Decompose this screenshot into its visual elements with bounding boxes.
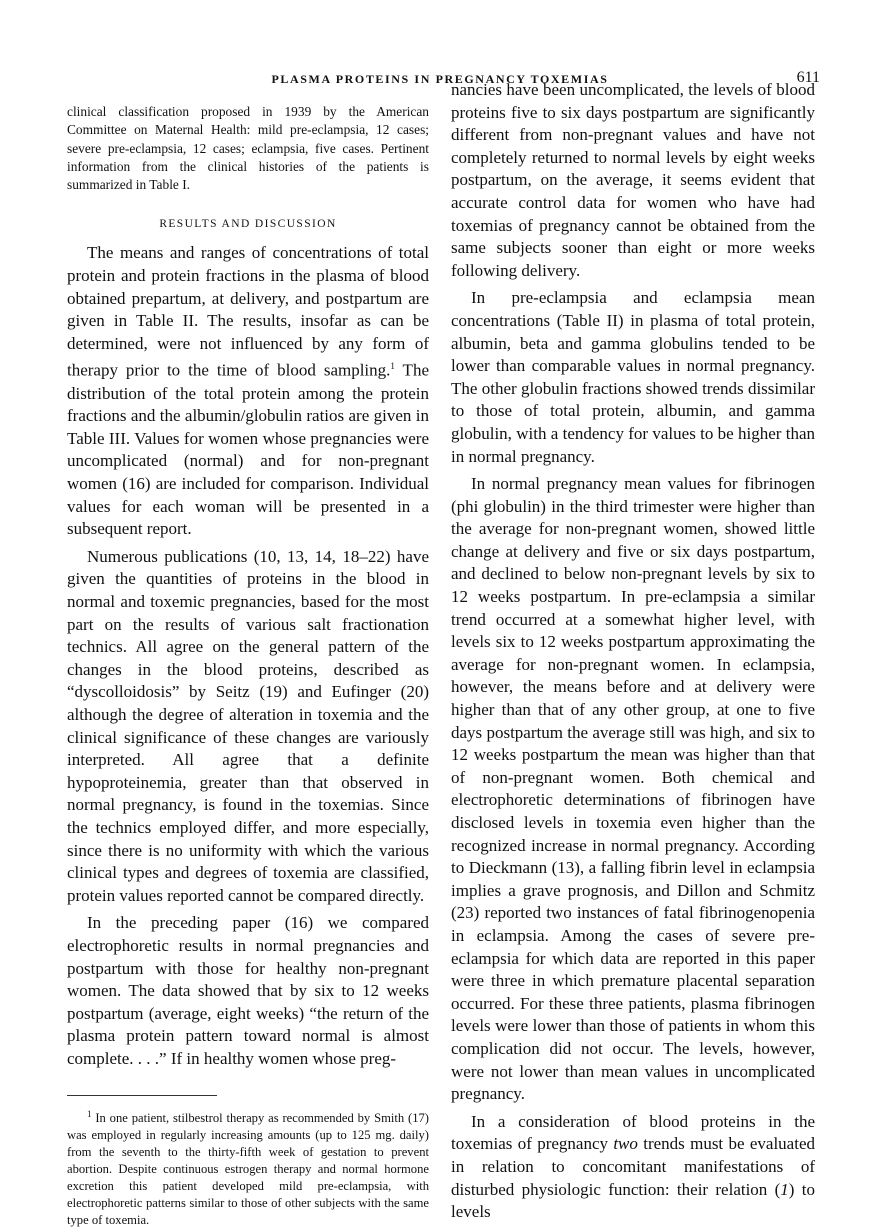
left-column <box>67 103 429 1229</box>
footnote-divider <box>67 1095 217 1096</box>
text-run: The distribution of the total protein among the protein fractions and the albumin/globulin ratios are given in Table III. Values for women whose pregnancies were uncomplicated (normal) and for non-pregnant women (16) are included for comparison. Individual values for each woman will be presented in a subsequent report. <box>67 361 429 539</box>
body-paragraph: In normal pregnancy mean values for fibrinogen (phi globulin) in the third trimester were higher than the average for non-pregnant women, showed little change at delivery and five or six days postpartum, and declined to below non-pregnant levels by six to 12 weeks postpartum. In pre-eclampsia a similar trend occurred at a somewhat higher level, with levels six to 12 weeks postpartum approximating the average for non-pregnant women. In eclampsia, however, the means before and at delivery were higher than that of any other group, at one to five days postpartum the average still was high, and six to 12 weeks postpartum the mean was higher than that of non-pregnant women. Both chemical and electrophoretic determinations of fibrinogen have disclosed levels in toxemia even higher than the recognized increase in normal pregnancy. According to Dieckmann (13), a falling fibrin level in eclampsia implies a grave prognosis, and Dillon and Schmitz (23) reported two instances of fatal fibrinogenopenia in eclampsia. Among the cases of severe pre-eclampsia for which data are reported in this paper were three in which premature placental separation occurred. For these three patients, plasma fibrinogen levels were lower than those of patients in whom this complication did not occur. The levels, however, were not lower than mean values in uncomplicated pregnancy. <box>451 474 815 1104</box>
emphasis: two <box>613 1134 638 1154</box>
emphasis: 1 <box>780 1179 789 1199</box>
page-number: 611 <box>796 69 820 86</box>
body-paragraph <box>67 242 429 540</box>
text-run: trends must be evaluated in relation to concomitant manifestations of disturbed physiologic function: their relation ( <box>451 1134 815 1199</box>
intro-paragraph: clinical classification proposed in 1939 by the American Committee on Maternal Health: mild pre-eclampsia, 12 cases; severe pre-eclampsia, 12 cases; eclampsia, five cases. Pertinent information from the clinical histories of the patients is summarized in Table I. <box>67 104 429 193</box>
body-paragraph: In pre-eclampsia and eclampsia mean concentrations (Table II) in plasma of total protein, albumin, beta and gamma globulins tended to be lower than comparable values in normal pregnancy. The other globulin fractions showed trends dissimilar to those of total protein, albumin, and gamma globulin, with a tendency for values to be higher than in normal pregnancy. <box>451 288 815 466</box>
body-paragraph: nancies have been uncomplicated, the levels of blood proteins five to six days postpartum are significantly different from non-pregnant values and have not completely returned to normal levels by eight weeks postpartum, on the average, it seems evident that accurate control data for women who have had toxemias of pregnancy cannot be obtained from the same subjects sooner than eight or more weeks following delivery. <box>451 80 815 280</box>
body-paragraph: Numerous publications (10, 13, 14, 18–22) have given the quantities of proteins in the blood in normal and toxemic pregnancies, based for the most part on the results of various salt fractionation technics. All agree on the general pattern of the changes in the blood proteins, described as “dyscolloidosis” by Seitz (19) and Eufinger (20) although the degree of alteration in toxemia and the clinical significance of these changes are variously interpreted. All agree that a definite hypoproteinemia, greater than that observed in normal pregnancy, is found in the toxemias. Since the technics employed differ, and more especially, since there is no uniformity with which the various clinical types and degrees of toxemia are classified, protein values reported cannot be compared directly. <box>67 546 429 905</box>
body-paragraph <box>451 1111 815 1224</box>
footnote <box>67 1106 429 1229</box>
section-heading: RESULTS AND DISCUSSION <box>159 218 337 231</box>
text-run: The means and ranges of concentrations of total protein and protein fractions in the plasma of blood obtained prepartum, at delivery, and postpartum are given in Table II. The results, insofar as can be determined, were not influenced by any form of therapy prior to the time of blood sampling. <box>67 243 429 381</box>
running-title: PLASMA PROTEINS IN PREGNANCY TOXEMIAS <box>271 72 609 86</box>
footnote-mark: 1 <box>87 1108 92 1119</box>
text-run: In a consideration of blood proteins in the toxemias of pregnancy <box>451 1111 815 1154</box>
right-column <box>451 79 815 1224</box>
footnote-text: In one patient, stilbestrol therapy as recommended by Smith (17) was employed in regularly increasing amounts (up to 125 mg. daily) from the seventh to the thirty-fifth week of gestation to prevent abortion. Despite continuous estrogen therapy and normal hormone excretion this patient developed mild pre-eclampsia, with electrophoretic patterns similar to those of other subjects with the same type of toxemia. <box>67 1110 429 1228</box>
body-paragraph: In the preceding paper (16) we compared electrophoretic results in normal pregnancies and postpartum with those for healthy non-pregnant women. The data showed that by six to 12 weeks postpartum (average, eight weeks) “the return of the plasma protein pattern toward normal is almost complete. . . .” If in healthy women whose preg- <box>67 913 429 1068</box>
text-run: ) to levels <box>451 1179 815 1222</box>
footnote-ref: 1 <box>390 361 395 372</box>
